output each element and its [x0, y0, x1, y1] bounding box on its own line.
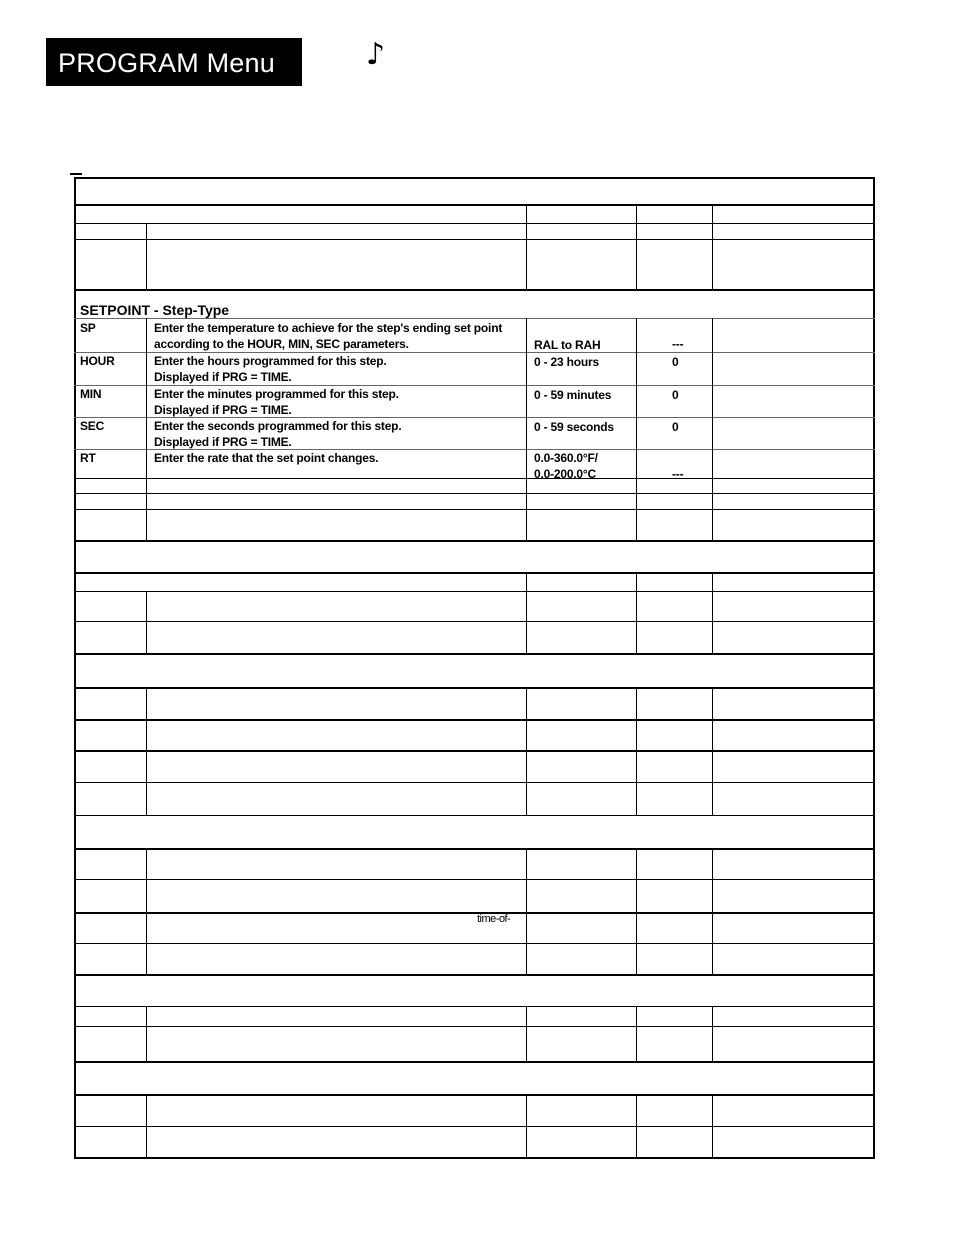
column-divider: [526, 204, 527, 290]
param-range: 0 - 59 seconds: [534, 420, 614, 434]
table-rule: [74, 879, 875, 880]
section-heading: SETPOINT - Step-Type: [80, 302, 230, 318]
param-default: ---: [672, 467, 684, 481]
column-divider: [526, 687, 527, 815]
table-rule: [74, 848, 875, 850]
param-description: Displayed if PRG = TIME.: [154, 370, 292, 384]
table-rule: [74, 1006, 875, 1007]
column-divider: [146, 687, 147, 815]
table-rule: [74, 621, 875, 622]
column-divider: [146, 848, 147, 974]
column-divider: [636, 848, 637, 974]
column-divider: [146, 223, 147, 290]
column-divider: [712, 1006, 713, 1061]
column-divider: [712, 1094, 713, 1159]
param-range: 0 - 59 minutes: [534, 388, 612, 402]
corner-mark: [70, 173, 82, 175]
table-rule: [74, 653, 875, 655]
column-divider: [526, 572, 527, 653]
column-divider: [526, 848, 527, 974]
table-rule: [74, 223, 875, 224]
param-default: 0: [672, 355, 679, 369]
column-divider: [712, 687, 713, 815]
table-rule: [74, 204, 875, 206]
param-description: Enter the temperature to achieve for the step's ending set point: [154, 321, 503, 335]
table-rule: [74, 815, 875, 816]
param-range: 0.0-360.0°F/: [534, 451, 598, 465]
table-rule: [74, 687, 875, 689]
param-description: Enter the seconds programmed for this step.: [154, 419, 402, 433]
table-rule: [74, 540, 875, 542]
param-name: HOUR: [80, 354, 115, 368]
table-rule: [74, 719, 875, 721]
column-divider: [636, 1006, 637, 1061]
column-divider: [526, 1006, 527, 1061]
table-rule: [74, 782, 875, 783]
page-title: PROGRAM Menu: [46, 38, 302, 86]
param-description: Displayed if PRG = TIME.: [154, 435, 292, 449]
column-divider: [712, 848, 713, 974]
text-fragment: time-of-: [477, 913, 511, 925]
table-rule: [74, 239, 875, 240]
table-rule: [74, 912, 875, 914]
param-default: 0: [672, 388, 679, 402]
column-divider: [526, 1094, 527, 1159]
column-divider: [636, 1094, 637, 1159]
param-description: Displayed if PRG = TIME.: [154, 403, 292, 417]
music-note-icon: ♪: [366, 37, 386, 72]
param-description: Enter the minutes programmed for this step.: [154, 387, 399, 401]
table-rule: [74, 591, 875, 592]
table-rule: [74, 478, 875, 479]
param-description: Enter the rate that the set point changes.: [154, 451, 379, 465]
param-range: RAL to RAH: [534, 338, 601, 352]
table-rule: [74, 1126, 875, 1127]
param-range: 0 - 23 hours: [534, 355, 599, 369]
column-divider: [146, 1006, 147, 1061]
column-divider: [636, 204, 637, 290]
table-rule: [74, 1061, 875, 1063]
table-rule: [74, 289, 875, 291]
param-range: 0.0-200.0°C: [534, 467, 596, 481]
param-description: according to the HOUR, MIN, SEC parameters.: [154, 337, 409, 351]
param-name: RT: [80, 451, 96, 465]
table-rule: [74, 493, 875, 494]
column-divider: [526, 318, 527, 540]
table-rule: [74, 1026, 875, 1027]
column-divider: [636, 318, 637, 540]
param-name: SP: [80, 321, 96, 335]
param-name: MIN: [80, 387, 102, 401]
column-divider: [146, 591, 147, 653]
column-divider: [636, 572, 637, 653]
table-rule: [74, 1094, 875, 1096]
column-divider: [712, 572, 713, 653]
column-divider: [146, 1094, 147, 1159]
param-name: SEC: [80, 419, 105, 433]
column-divider: [712, 318, 713, 540]
param-default: 0: [672, 420, 679, 434]
column-divider: [146, 318, 147, 540]
column-divider: [712, 204, 713, 290]
param-description: Enter the hours programmed for this step.: [154, 354, 387, 368]
param-default: ---: [672, 337, 684, 351]
column-divider: [636, 687, 637, 815]
table-rule: [74, 318, 875, 319]
table-rule: [74, 974, 875, 976]
table-rule: [74, 509, 875, 510]
table-rule: [74, 750, 875, 752]
table-rule: [74, 943, 875, 944]
table-rule: [74, 572, 875, 574]
